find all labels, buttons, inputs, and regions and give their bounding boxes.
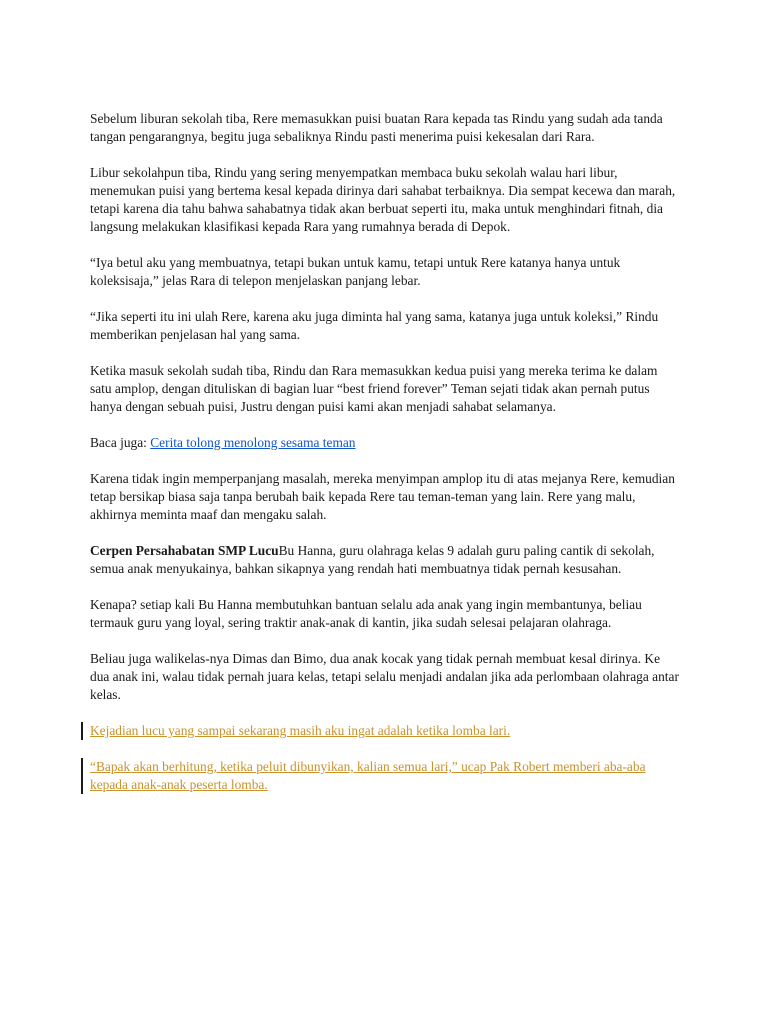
quote-bar (81, 722, 83, 740)
paragraph-1: Sebelum liburan sekolah tiba, Rere memasukkan puisi buatan Rara kepada tas Rindu yang sudah ada tanda tangan pengarangnya, begitu juga sebaliknya Rindu pasti menerima puisi kekesalan dari Rara. (90, 111, 663, 144)
baca-juga-paragraph (90, 434, 680, 452)
quote-1-text: Kejadian lucu yang sampai sekarang masih aku ingat adalah ketika lomba lari. (90, 723, 511, 738)
section-heading: Cerpen Persahabatan SMP Lucu (90, 543, 279, 558)
paragraph-4: “Jika seperti itu ini ulah Rere, karena aku juga diminta hal yang sama, katanya juga untuk koleksi,” Rindu memberikan penjelasan hal yang sama. (90, 309, 659, 342)
paragraph-8-text: Bu Hanna, guru olahraga kelas 9 adalah guru paling cantik di sekolah, semua anak menyukainya, bahkan sikapnya yang rendah hati membuatnya tidak pernah kesusahan. (90, 543, 655, 576)
paragraph-8 (90, 542, 680, 578)
quote-bar (81, 758, 83, 794)
paragraph-10: Beliau juga walikelas-nya Dimas dan Bimo, dua anak kocak yang tidak pernah membuat kesal dirinya. Ke dua anak ini, walau tidak pernah juara kelas, tetapi selalu menjadi andalan jika ada perlombaan olahraga antar kelas. (90, 651, 679, 702)
quote-2-text: “Bapak akan berhitung, ketika peluit dibunyikan, kalian semua lari,” ucap Pak Robert memberi aba-aba kepada anak-anak peserta lomba. (90, 759, 646, 792)
highlighted-quote-2[interactable] (90, 758, 680, 794)
paragraph-9: Kenapa? setiap kali Bu Hanna membutuhkan bantuan selalu ada anak yang ingin membantunya, beliau termauk guru yang loyal, sering traktir anak-anak di kantin, jika sudah selesai pelajaran olahraga. (90, 597, 642, 630)
baca-juga-label: Baca juga: (90, 435, 151, 450)
related-story-link[interactable]: Cerita tolong menolong sesama teman (150, 435, 356, 450)
paragraph-2: Libur sekolahpun tiba, Rindu yang sering menyempatkan membaca buku sekolah walau hari libur, menemukan puisi yang bertema kesal kepada dirinya dari sahabat terbaiknya. Dia sempat kecewa dan marah, tetapi karena dia tahu bahwa sahabatnya tidak akan berbuat seperti itu, maka untuk menghindari fitnah, dia langsung melakukan klasifikasi kepada Rara yang rumahnya berada di Depok. (90, 165, 676, 234)
paragraph-3: “Iya betul aku yang membuatnya, tetapi bukan untuk kamu, tetapi untuk Rere katanya hanya untuk koleksisaja,” jelas Rara di telepon menjelaskan panjang lebar. (90, 255, 621, 288)
paragraph-7: Karena tidak ingin memperpanjang masalah, mereka menyimpan amplop itu di atas mejanya Rere, kemudian tetap bersikap biasa saja tanpa berubah baik kepada Rere tau teman-teman yang lain. Rere yang malu, akhirnya meminta maaf dan mengaku salah. (90, 471, 675, 522)
article-body (90, 110, 680, 812)
paragraph-5: Ketika masuk sekolah sudah tiba, Rindu dan Rara memasukkan kedua puisi yang mereka terima ke dalam satu amplop, dengan dituliskan di bagian luar “best friend forever” Teman sejati tidak akan pernah putus hanya dengan sebuah puisi, Justru dengan puisi kami akan menjadi sahabat selamanya. (90, 363, 658, 414)
highlighted-quote-1[interactable] (90, 722, 680, 740)
